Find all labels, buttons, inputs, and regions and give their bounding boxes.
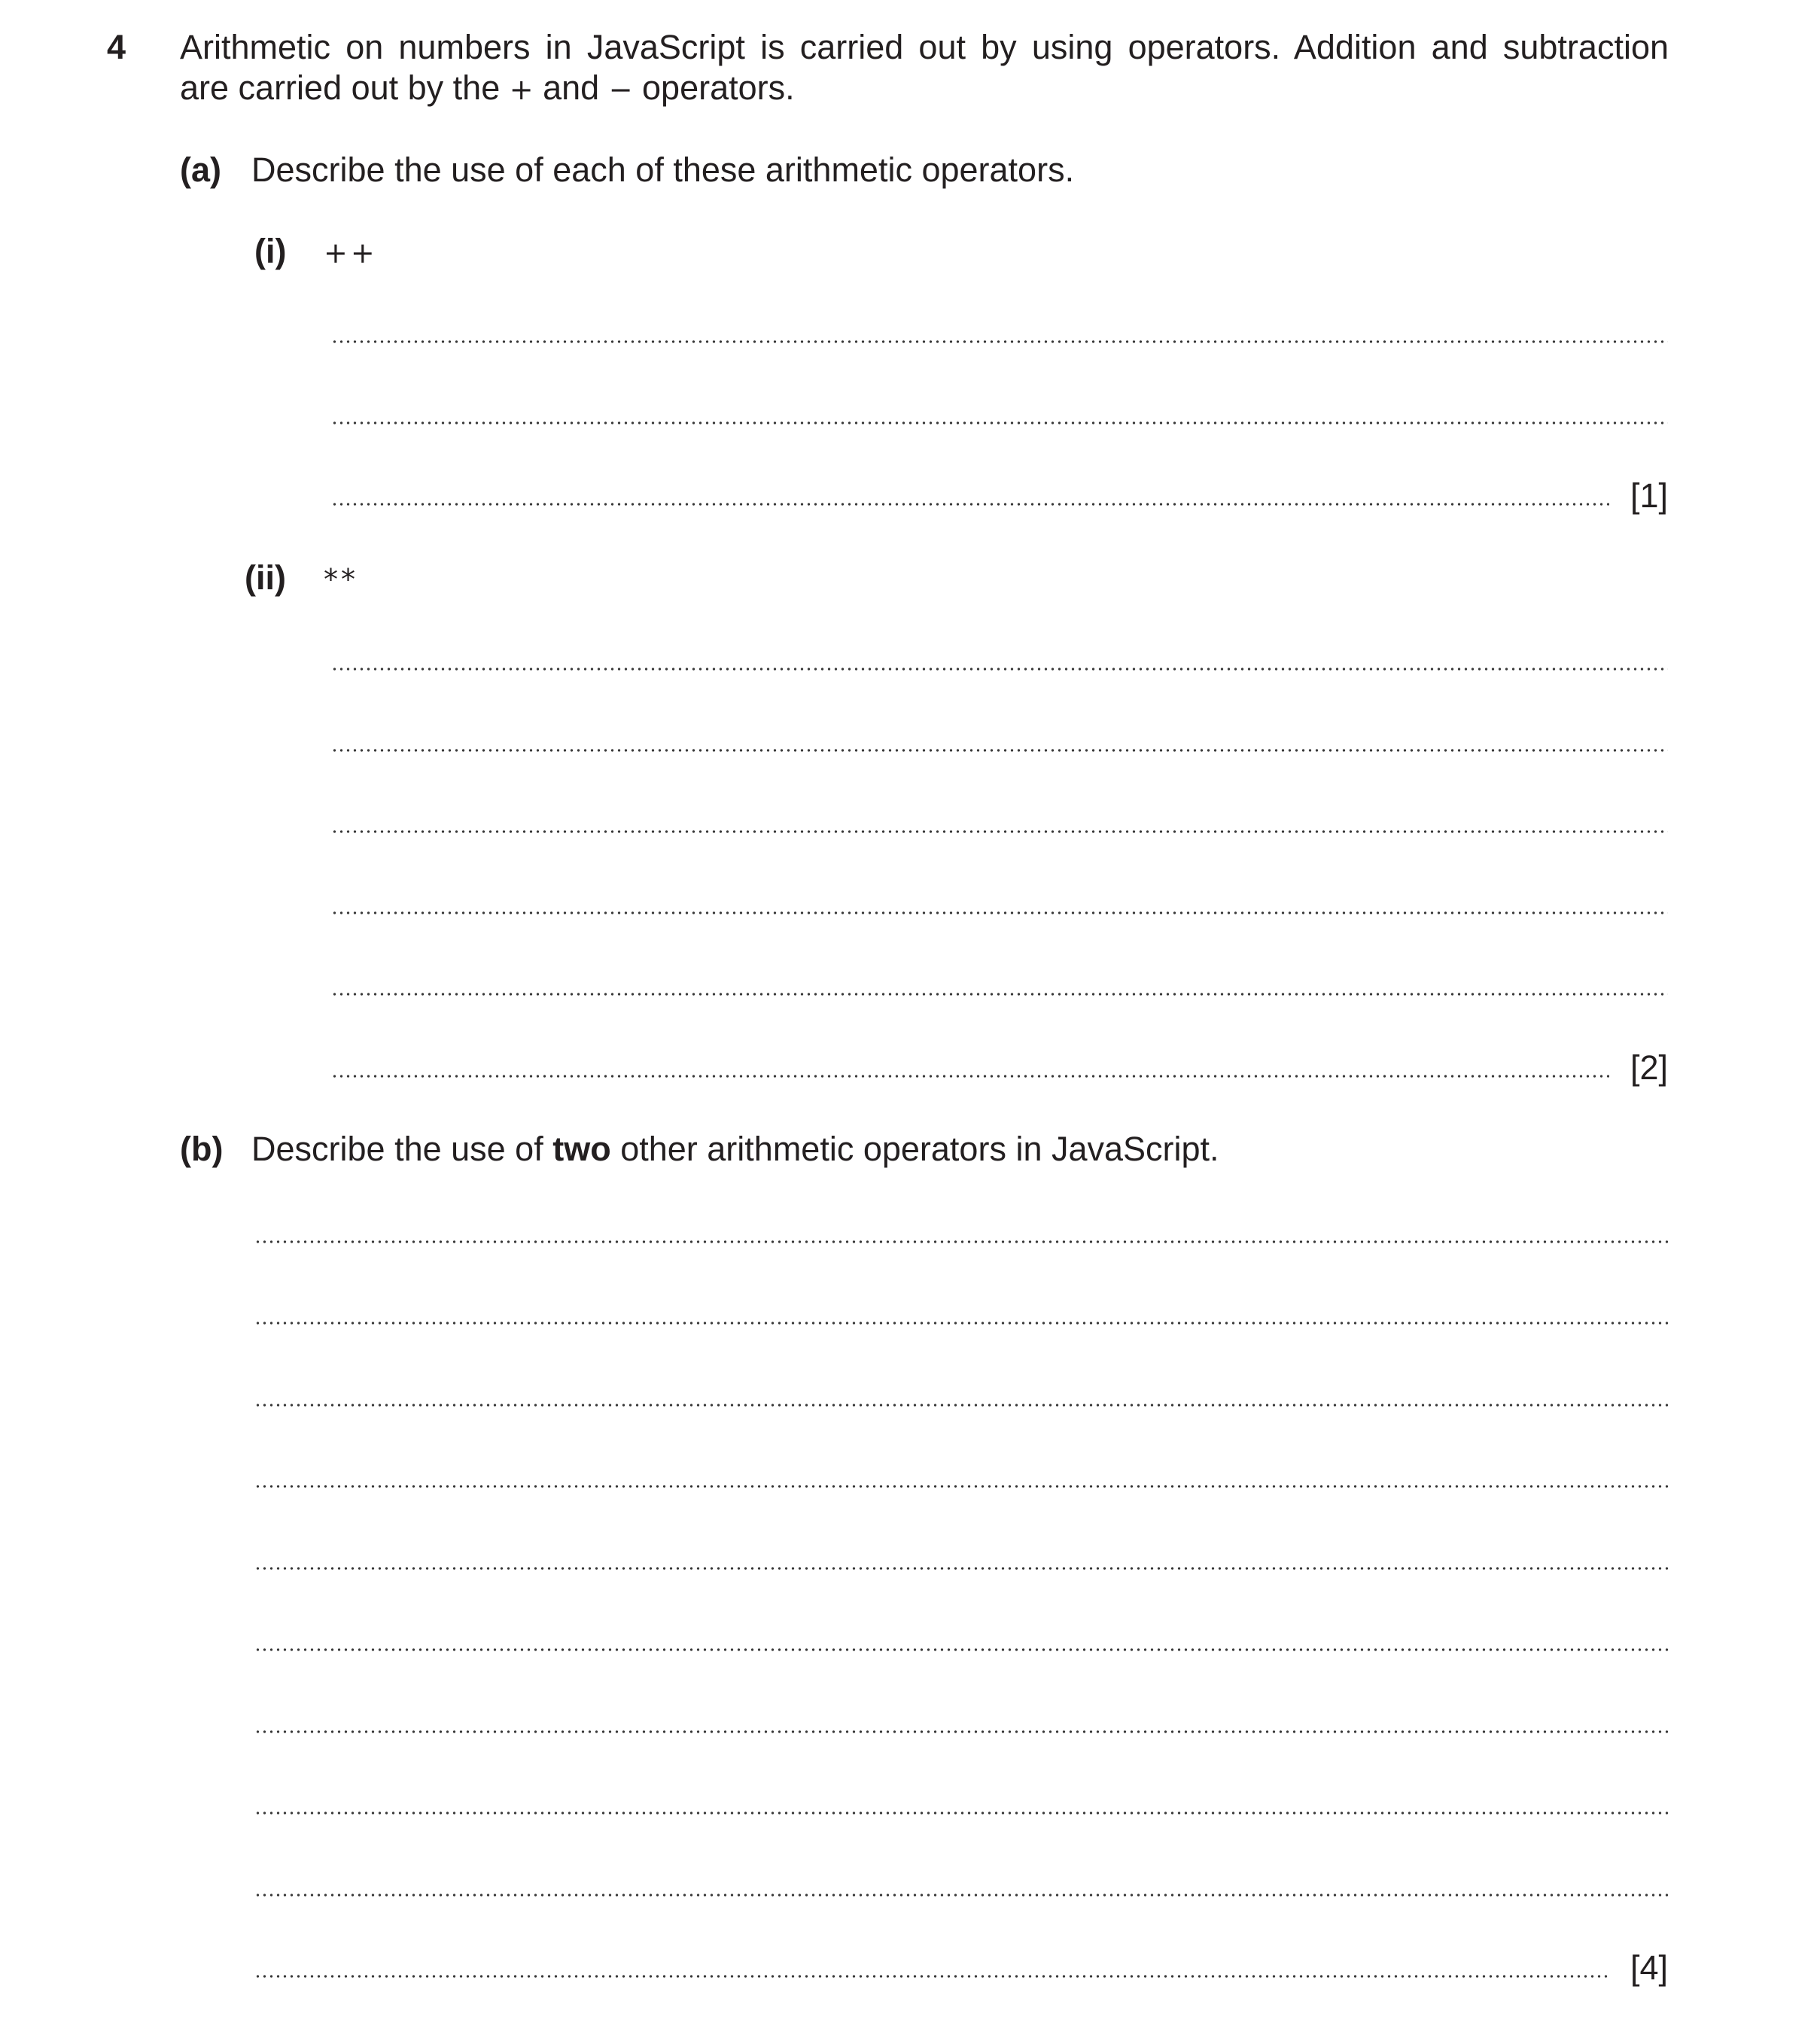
answer-line[interactable] <box>331 830 1668 833</box>
answer-line[interactable] <box>254 1730 1668 1733</box>
minus-operator: − <box>608 73 633 106</box>
answer-line[interactable] <box>331 668 1668 671</box>
answer-line[interactable] <box>254 1240 1668 1243</box>
answer-line[interactable] <box>254 1894 1668 1897</box>
answer-line[interactable] <box>254 1975 1609 1978</box>
answer-line[interactable] <box>254 1812 1668 1815</box>
answer-line[interactable] <box>254 1567 1668 1570</box>
answer-line[interactable] <box>331 749 1668 752</box>
sub-i-operator: ++ <box>324 236 378 269</box>
answer-line[interactable] <box>254 1648 1668 1651</box>
intro-text-part2: and <box>533 68 609 107</box>
question-number: 4 <box>107 28 126 66</box>
answer-line[interactable] <box>254 1322 1668 1325</box>
answer-line[interactable] <box>331 1075 1609 1078</box>
sub-ii-operator: ** <box>324 563 358 596</box>
part-b-label: (b) <box>180 1130 224 1168</box>
answer-line[interactable] <box>331 340 1668 343</box>
answer-line[interactable] <box>331 503 1609 506</box>
plus-operator: + <box>509 73 534 106</box>
sub-i-label: (i) <box>254 232 287 270</box>
question-intro-line2 <box>180 68 795 110</box>
part-b-prompt <box>251 1129 1219 1170</box>
answer-line[interactable] <box>331 421 1668 424</box>
intro-text-part1: are carried out by the <box>180 68 510 107</box>
answer-line[interactable] <box>254 1485 1668 1488</box>
intro-text-part3: operators. <box>632 68 795 107</box>
sub-i-marks: [1] <box>1630 476 1668 515</box>
answer-line[interactable] <box>331 993 1668 996</box>
part-a-prompt: Describe the use of each of these arithmetic operators. <box>251 151 1075 189</box>
question-intro-line1: Arithmetic on numbers in JavaScript is carried out by using operators. Addition and subtraction <box>180 28 1669 66</box>
part-b-marks: [4] <box>1630 1949 1668 1987</box>
sub-ii-label: (ii) <box>245 558 286 597</box>
answer-line[interactable] <box>254 1404 1668 1407</box>
answer-line[interactable] <box>331 911 1668 914</box>
part-b-prompt-bold: two <box>552 1130 611 1168</box>
part-a-label: (a) <box>180 151 221 189</box>
part-b-prompt-part2: other arithmetic operators in JavaScript. <box>610 1130 1219 1168</box>
sub-ii-marks: [2] <box>1630 1048 1668 1087</box>
part-b-prompt-part1: Describe the use of <box>251 1130 553 1168</box>
